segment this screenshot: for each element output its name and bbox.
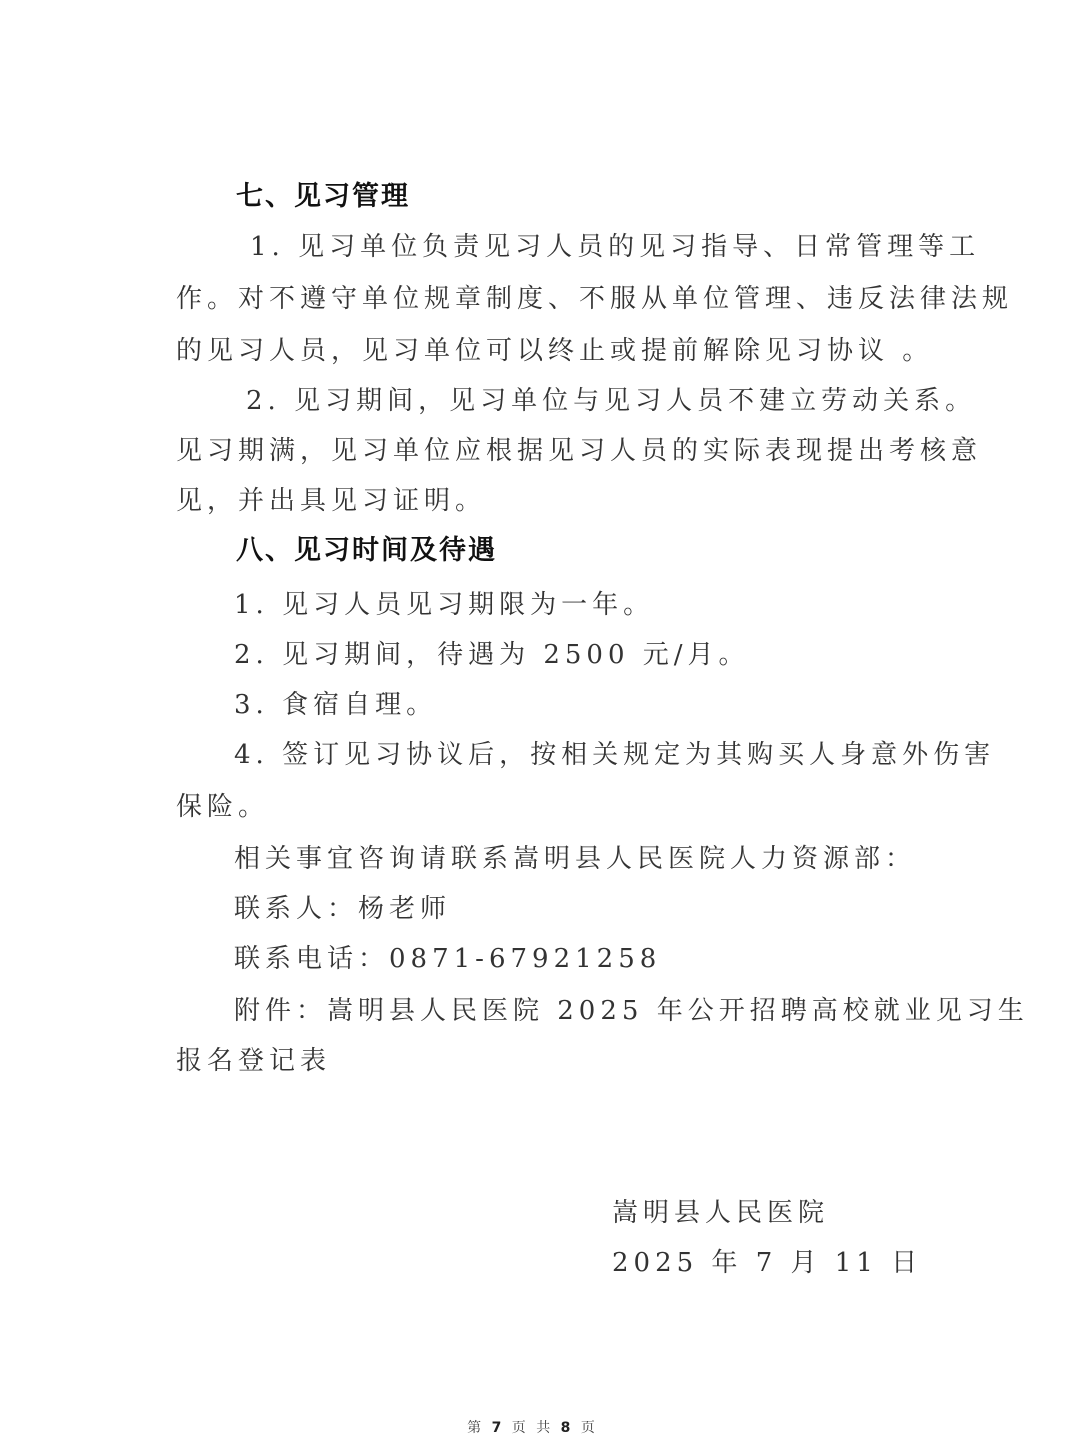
signature-date: 2025 年 7 月 11 日 [612,1248,923,1278]
contact-person: 联系人：杨老师 [234,894,452,924]
footer-current-page: 7 [491,1420,505,1436]
footer-suffix: 页 [580,1420,598,1436]
section7-item1-line1: 1. 见习单位负责见习人员的见习指导、日常管理等工 [250,232,981,262]
attachment-line1: 附件：嵩明县人民医院 2025 年公开招聘高校就业见习生 [234,996,1029,1026]
footer-prefix: 第 [467,1420,485,1436]
contact-intro: 相关事宜咨询请联系嵩明县人民医院人力资源部： [234,844,917,874]
section8-heading: 八、见习时间及待遇 [236,535,497,566]
page-footer [0,1417,1065,1437]
attachment-line2: 报名登记表 [176,1046,332,1076]
signature-organization: 嵩明县人民医院 [612,1198,830,1228]
section7-item2-line2: 见习期满，见习单位应根据见习人员的实际表现提出考核意 [176,436,983,466]
footer-total-pages: 8 [560,1420,574,1436]
section7-heading: 七、见习管理 [236,181,410,212]
section8-item3: 3. 食宿自理。 [234,690,438,720]
footer-middle: 页 共 [511,1420,554,1436]
section8-item4-line1: 4. 签订见习协议后，按相关规定为其购买人身意外伤害 [234,740,996,770]
contact-phone: 联系电话：0871-67921258 [234,944,662,974]
section8-item4-line2: 保险。 [176,792,270,822]
section7-item1-line2: 作。对不遵守单位规章制度、不服从单位管理、违反法律法规 [176,284,1014,314]
section7-item1-line3: 的见习人员，见习单位可以终止或提前解除见习协议 。 [176,336,934,366]
section8-item1: 1. 见习人员见习期限为一年。 [234,590,655,620]
section8-item2: 2. 见习期间，待遇为 2500 元/月。 [234,640,750,670]
section7-item2-line3: 见，并出具见习证明。 [176,486,487,516]
section7-item2-line1: 2. 见习期间，见习单位与见习人员不建立劳动关系。 [246,386,977,416]
